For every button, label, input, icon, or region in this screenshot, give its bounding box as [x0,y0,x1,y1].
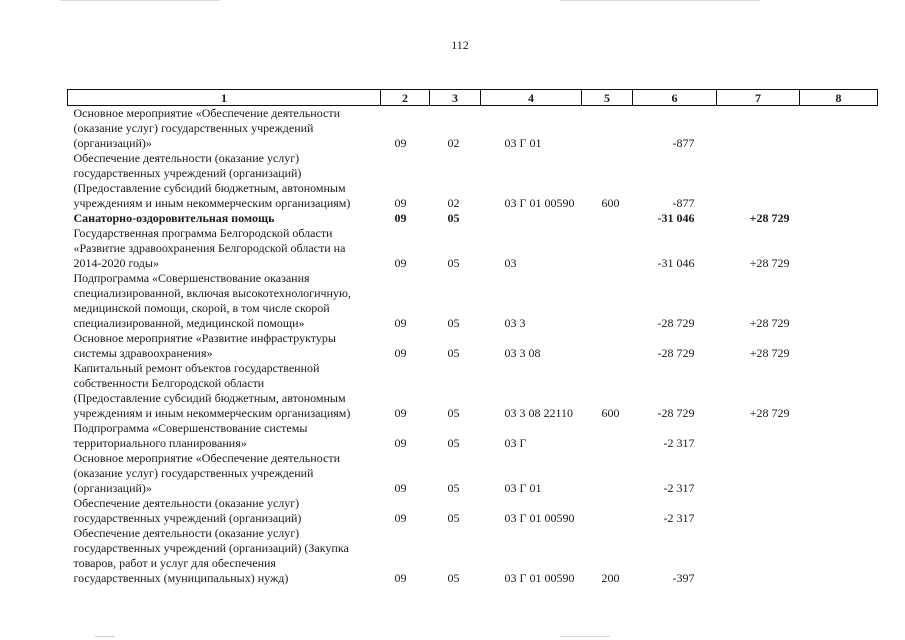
column-header: 3 [430,90,481,106]
cell-target-code: 03 Г [504,436,527,450]
cell-amount-6: -397 [672,571,695,585]
cell-amount-7 [717,151,800,211]
cell-amount-6: -877 [672,136,695,150]
cell-section: 09 [394,316,407,330]
row-name: Подпрограмма «Совершенствование системы территориального планирования» [73,421,308,450]
row-name: Подпрограмма «Совершенствование оказания специализированной, включая высокотехнологичную, медицинской помощи, скорой, в том числе скорой специализированной, медицинской помощи» [73,271,351,330]
cell-subsection: 05 [447,346,460,360]
cell-section: 09 [394,436,407,450]
table-header-row [68,90,878,106]
column-header: 8 [800,90,878,106]
cell-target-code: 03 [504,256,517,270]
cell-amount-8 [800,151,878,211]
cell-amount-7 [717,496,800,526]
cell-amount-6: -31 046 [657,211,695,225]
cell-expense-type [582,421,633,451]
cell-amount-7 [717,451,800,496]
cell-target-code: 03 Г 01 00590 [504,571,575,585]
cell-expense-type [582,496,633,526]
cell-amount-8 [800,106,878,152]
cell-amount-7 [717,526,800,586]
cell-expense-type [582,331,633,361]
cell-section: 09 [394,196,407,210]
cell-section: 09 [394,211,407,225]
cell-amount-8 [800,526,878,586]
cell-target-code: 03 Г 01 [504,481,542,495]
cell-target-code: 03 Г 01 [504,136,542,150]
table-row [68,421,878,451]
cell-amount-6: -31 046 [657,256,695,270]
scan-artifact-top-right [560,0,760,1]
row-name: Основное мероприятие «Развитие инфраструктуры системы здравоохранения» [73,331,336,360]
column-header: 5 [582,90,633,106]
cell-amount-6: -877 [672,196,695,210]
cell-amount-6: -28 729 [657,316,695,330]
row-name: Санаторно-оздоровительная помощь [73,211,275,225]
cell-amount-6: -28 729 [657,346,695,360]
row-name: Обеспечение деятельности (оказание услуг) государственных учреждений (организаций) (Закупка товаров, работ и услуг для обеспечения государственных (муниципальных) нужд) [73,526,349,585]
cell-section: 09 [394,571,407,585]
scan-artifact-bottom-left [95,636,115,637]
table-row [68,226,878,271]
cell-amount-8 [800,361,878,421]
cell-target-code: 03 3 [504,316,526,330]
table-row [68,271,878,331]
column-header: 1 [68,90,381,106]
cell-expense-type [582,226,633,271]
table-row [68,526,878,586]
cell-amount-8 [800,226,878,271]
cell-subsection: 05 [447,316,460,330]
cell-subsection: 02 [447,136,460,150]
table-row-section-total [68,211,878,226]
table-row [68,451,878,496]
row-name: Обеспечение деятельности (оказание услуг) государственных учреждений (организаций) (Предоставление субсидий бюджетным, автономным учреждениям и иным некоммерческим организациям) [73,151,351,210]
cell-expense-type: 200 [601,571,620,585]
column-header: 6 [633,90,717,106]
cell-section: 09 [394,136,407,150]
budget-table [67,89,878,586]
row-name: Основное мероприятие «Обеспечение деятельности (оказание услуг) государственных учреждений (организаций)» [73,451,340,495]
cell-subsection: 05 [447,406,460,420]
cell-amount-7: +28 729 [749,211,790,225]
cell-expense-type [582,106,633,152]
table-row [68,361,878,421]
cell-target-code: 03 Г 01 00590 [504,196,575,210]
scan-artifact-bottom-right [560,636,610,637]
cell-amount-7: +28 729 [749,346,790,360]
cell-section: 09 [394,511,407,525]
cell-amount-8 [800,271,878,331]
cell-amount-7: +28 729 [749,406,790,420]
row-name: Обеспечение деятельности (оказание услуг) государственных учреждений (организаций) [73,496,302,525]
cell-expense-type [582,451,633,496]
cell-amount-8 [800,421,878,451]
cell-subsection: 05 [447,436,460,450]
cell-amount-7 [717,106,800,152]
cell-amount-6: -2 317 [663,481,695,495]
table-row [68,106,878,152]
row-name: Государственная программа Белгородской области «Развитие здравоохранения Белгородской области на 2014-2020 годы» [73,226,346,270]
cell-section: 09 [394,406,407,420]
cell-amount-7: +28 729 [749,256,790,270]
page-number: 112 [451,38,469,52]
table-row [68,331,878,361]
column-header: 7 [717,90,800,106]
scan-artifact-top-left [60,0,220,1]
row-name: Капитальный ремонт объектов государственной собственности Белгородской области (Предоставление субсидий бюджетным, автономным учреждениям и иным некоммерческим организациям) [73,361,351,420]
column-header: 4 [481,90,582,106]
cell-expense-type [582,271,633,331]
cell-target-code: 03 3 08 [504,346,541,360]
cell-amount-8 [800,496,878,526]
cell-target-code: 03 3 08 22110 [504,406,574,420]
row-name: Основное мероприятие «Обеспечение деятельности (оказание услуг) государственных учреждений (организаций)» [73,106,340,150]
cell-expense-type [582,211,633,226]
column-header: 2 [381,90,430,106]
cell-amount-8 [800,211,878,226]
cell-amount-7 [717,421,800,451]
cell-expense-type: 600 [601,196,620,210]
cell-subsection: 05 [447,481,460,495]
cell-subsection: 02 [447,196,460,210]
cell-subsection: 05 [447,256,460,270]
cell-target-code: 03 Г 01 00590 [504,511,575,525]
cell-subsection: 05 [447,211,460,225]
cell-subsection: 05 [447,571,460,585]
cell-target-code [481,211,582,226]
cell-subsection: 05 [447,511,460,525]
table-row [68,151,878,211]
cell-amount-6: -2 317 [663,436,695,450]
cell-amount-6: -28 729 [657,406,695,420]
cell-section: 09 [394,346,407,360]
cell-amount-8 [800,451,878,496]
cell-amount-8 [800,331,878,361]
cell-amount-6: -2 317 [663,511,695,525]
cell-amount-7: +28 729 [749,316,790,330]
cell-section: 09 [394,256,407,270]
table-row [68,496,878,526]
cell-expense-type: 600 [601,406,620,420]
cell-section: 09 [394,481,407,495]
